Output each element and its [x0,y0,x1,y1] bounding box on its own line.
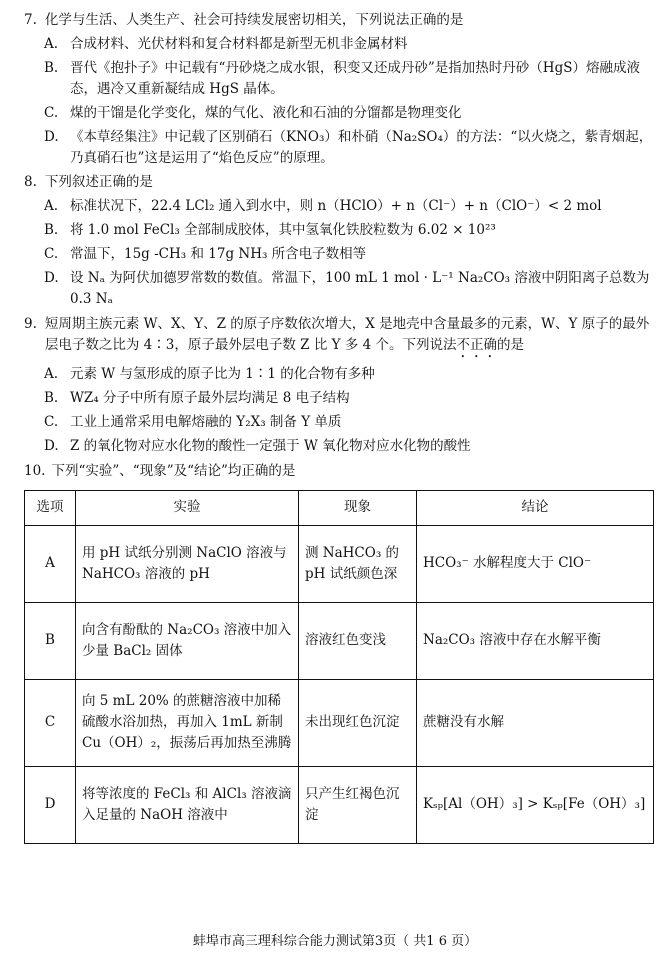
cell-conclusion: Na₂CO₃ 溶液中存在水解平衡 [417,602,654,679]
option-text: Z 的氧化物对应水化物的酸性一定强于 W 氧化物对应水化物的酸性 [70,437,471,454]
option-label: D. [44,437,59,454]
experiment-table [24,490,654,844]
cell-experiment: 向 5 mL 20% 的蔗糖溶液中加稀硫酸水浴加热，再加入 1mL 新制 Cu（OH）₂，振荡后再加热至沸腾 [76,679,299,766]
option-text: 煤的干馏是化学变化，煤的气化、液化和石油的分馏都是物理变化 [70,104,462,121]
option-d [24,436,654,457]
option-a [24,196,654,217]
option-label: B. [44,59,59,76]
cell-experiment: 将等浓度的 FeCl₃ 和 AlCl₃ 溶液滴入足量的 NaOH 溶液中 [76,766,299,843]
option-d [24,127,654,169]
option-label: A. [44,365,59,382]
question-stem: 下列叙述正确的是 [44,174,153,191]
option-c [24,103,654,124]
question-9 [24,314,654,457]
question-8 [24,172,654,310]
option-text: 工业上通常采用电解熔融的 Y₂X₃ 制备 Y 单质 [70,413,342,430]
question-stem: 下列“实验”、“现象”及“结论”均正确的是 [51,462,296,479]
cell-option: C [25,679,76,766]
cell-experiment: 向含有酚酞的 Na₂CO₃ 溶液中加入少量 BaCl₂ 固体 [76,602,299,679]
option-c [24,412,654,433]
option-text: 常温下，15g -CH₃ 和 17g NH₃ 所含电子数相等 [70,246,367,263]
option-c [24,244,654,265]
exam-page [24,8,654,844]
table-row [25,602,654,679]
question-number: 7. [24,12,37,28]
question-7 [24,10,654,168]
option-b [24,58,654,100]
question-10 [24,461,654,482]
option-label: C. [44,413,59,430]
table-row [25,525,654,602]
option-text: 将 1.0 mol FeCl₃ 全部制成胶体，其中氢氧化铁胶粒数为 6.02 × 10²³ [70,222,496,239]
header-option: 选项 [25,490,76,525]
option-text: 标准状况下，22.4 LCl₂ 通入到水中，则 n（HClO）+ n（Cl⁻）+ n（ClO⁻）< 2 mol [70,198,602,215]
question-number: 9. [24,315,37,332]
table-row [25,679,654,766]
cell-phenomenon: 测 NaHCO₃ 的 pH 试纸颜色深 [299,525,417,602]
option-label: D. [44,270,59,287]
option-text: 晋代《抱扑子》中记载有“丹砂烧之成水银，积变又还成丹砂”是指加热时丹砂（HgS）熔融成液态，遇冷又重新凝结成 HgS 晶体。 [70,59,640,97]
cell-conclusion: 蔗糖没有水解 [417,679,654,766]
cell-option: B [25,602,76,679]
question-stem [37,314,654,361]
cell-option: A [25,525,76,602]
question-number: 10. [24,462,46,479]
option-text: 合成材料、光伏材料和复合材料都是新型无机非金属材料 [70,35,408,52]
table-header-row [25,490,654,525]
header-phenomenon: 现象 [299,490,417,525]
option-label: A. [44,198,59,215]
stem-part: 短周期主族元素 W、X、Y、Z 的原子序数依次增大，X 是地壳中含量最多的元素，W、Y 原子的最外层电子数之比为 4∶3，原子最外层电子数 Z 比 Y 多 4 个。下列说法 [44,315,650,353]
option-text: WZ₄ 分子中所有原子最外层均满足 8 电子结构 [70,389,350,406]
cell-phenomenon: 未出现红色沉淀 [299,679,417,766]
option-a [24,34,654,55]
page-footer: 蚌埠市高三理科综合能力测试第3页（ 共1 6 页） [192,934,478,949]
option-a [24,364,654,385]
cell-phenomenon: 只产生红褐色沉淀 [299,766,417,843]
table-row [25,766,654,843]
question-number: 8. [24,174,37,191]
cell-experiment: 用 pH 试纸分别测 NaClO 溶液与 NaHCO₃ 溶液的 pH [76,525,299,602]
cell-option: D [25,766,76,843]
option-label: B. [44,389,59,406]
stem-part: 的是 [497,336,524,353]
option-text: 设 Nₐ 为阿伏加德罗常数的数值。常温下，100 mL 1 mol · L⁻¹ Na₂CO₃ 溶液中阴阳离子总数为 0.3 Nₐ [70,270,650,308]
option-label: C. [44,246,59,263]
option-label: B. [44,222,59,239]
question-stem: 化学与生活、人类生产、社会可持续发展密切相关，下列说法正确的是 [44,12,464,28]
option-label: C. [44,104,59,121]
option-label: D. [44,128,59,145]
cell-phenomenon: 溶液红色变浅 [299,602,417,679]
cell-conclusion: Kₛₚ[Al（OH）₃] > Kₛₚ[Fe（OH）₃] [417,766,654,843]
header-experiment: 实验 [76,490,299,525]
cell-conclusion: HCO₃⁻ 水解程度大于 ClO⁻ [417,525,654,602]
option-text: 元素 W 与氢形成的原子比为 1∶1 的化合物有多种 [70,365,375,382]
option-b [24,220,654,241]
option-b [24,388,654,409]
option-label: A. [44,35,59,52]
option-d [24,268,654,310]
option-text: 《本草经集注》中记载了区别硝石（KNO₃）和朴硝（Na₂SO₄）的方法：“以火烧之，紫青烟起，乃真硝石也”这是运用了“焰色反应”的原理。 [70,128,653,166]
header-conclusion: 结论 [417,490,654,525]
stem-emphasis: 不正确 [456,336,497,353]
